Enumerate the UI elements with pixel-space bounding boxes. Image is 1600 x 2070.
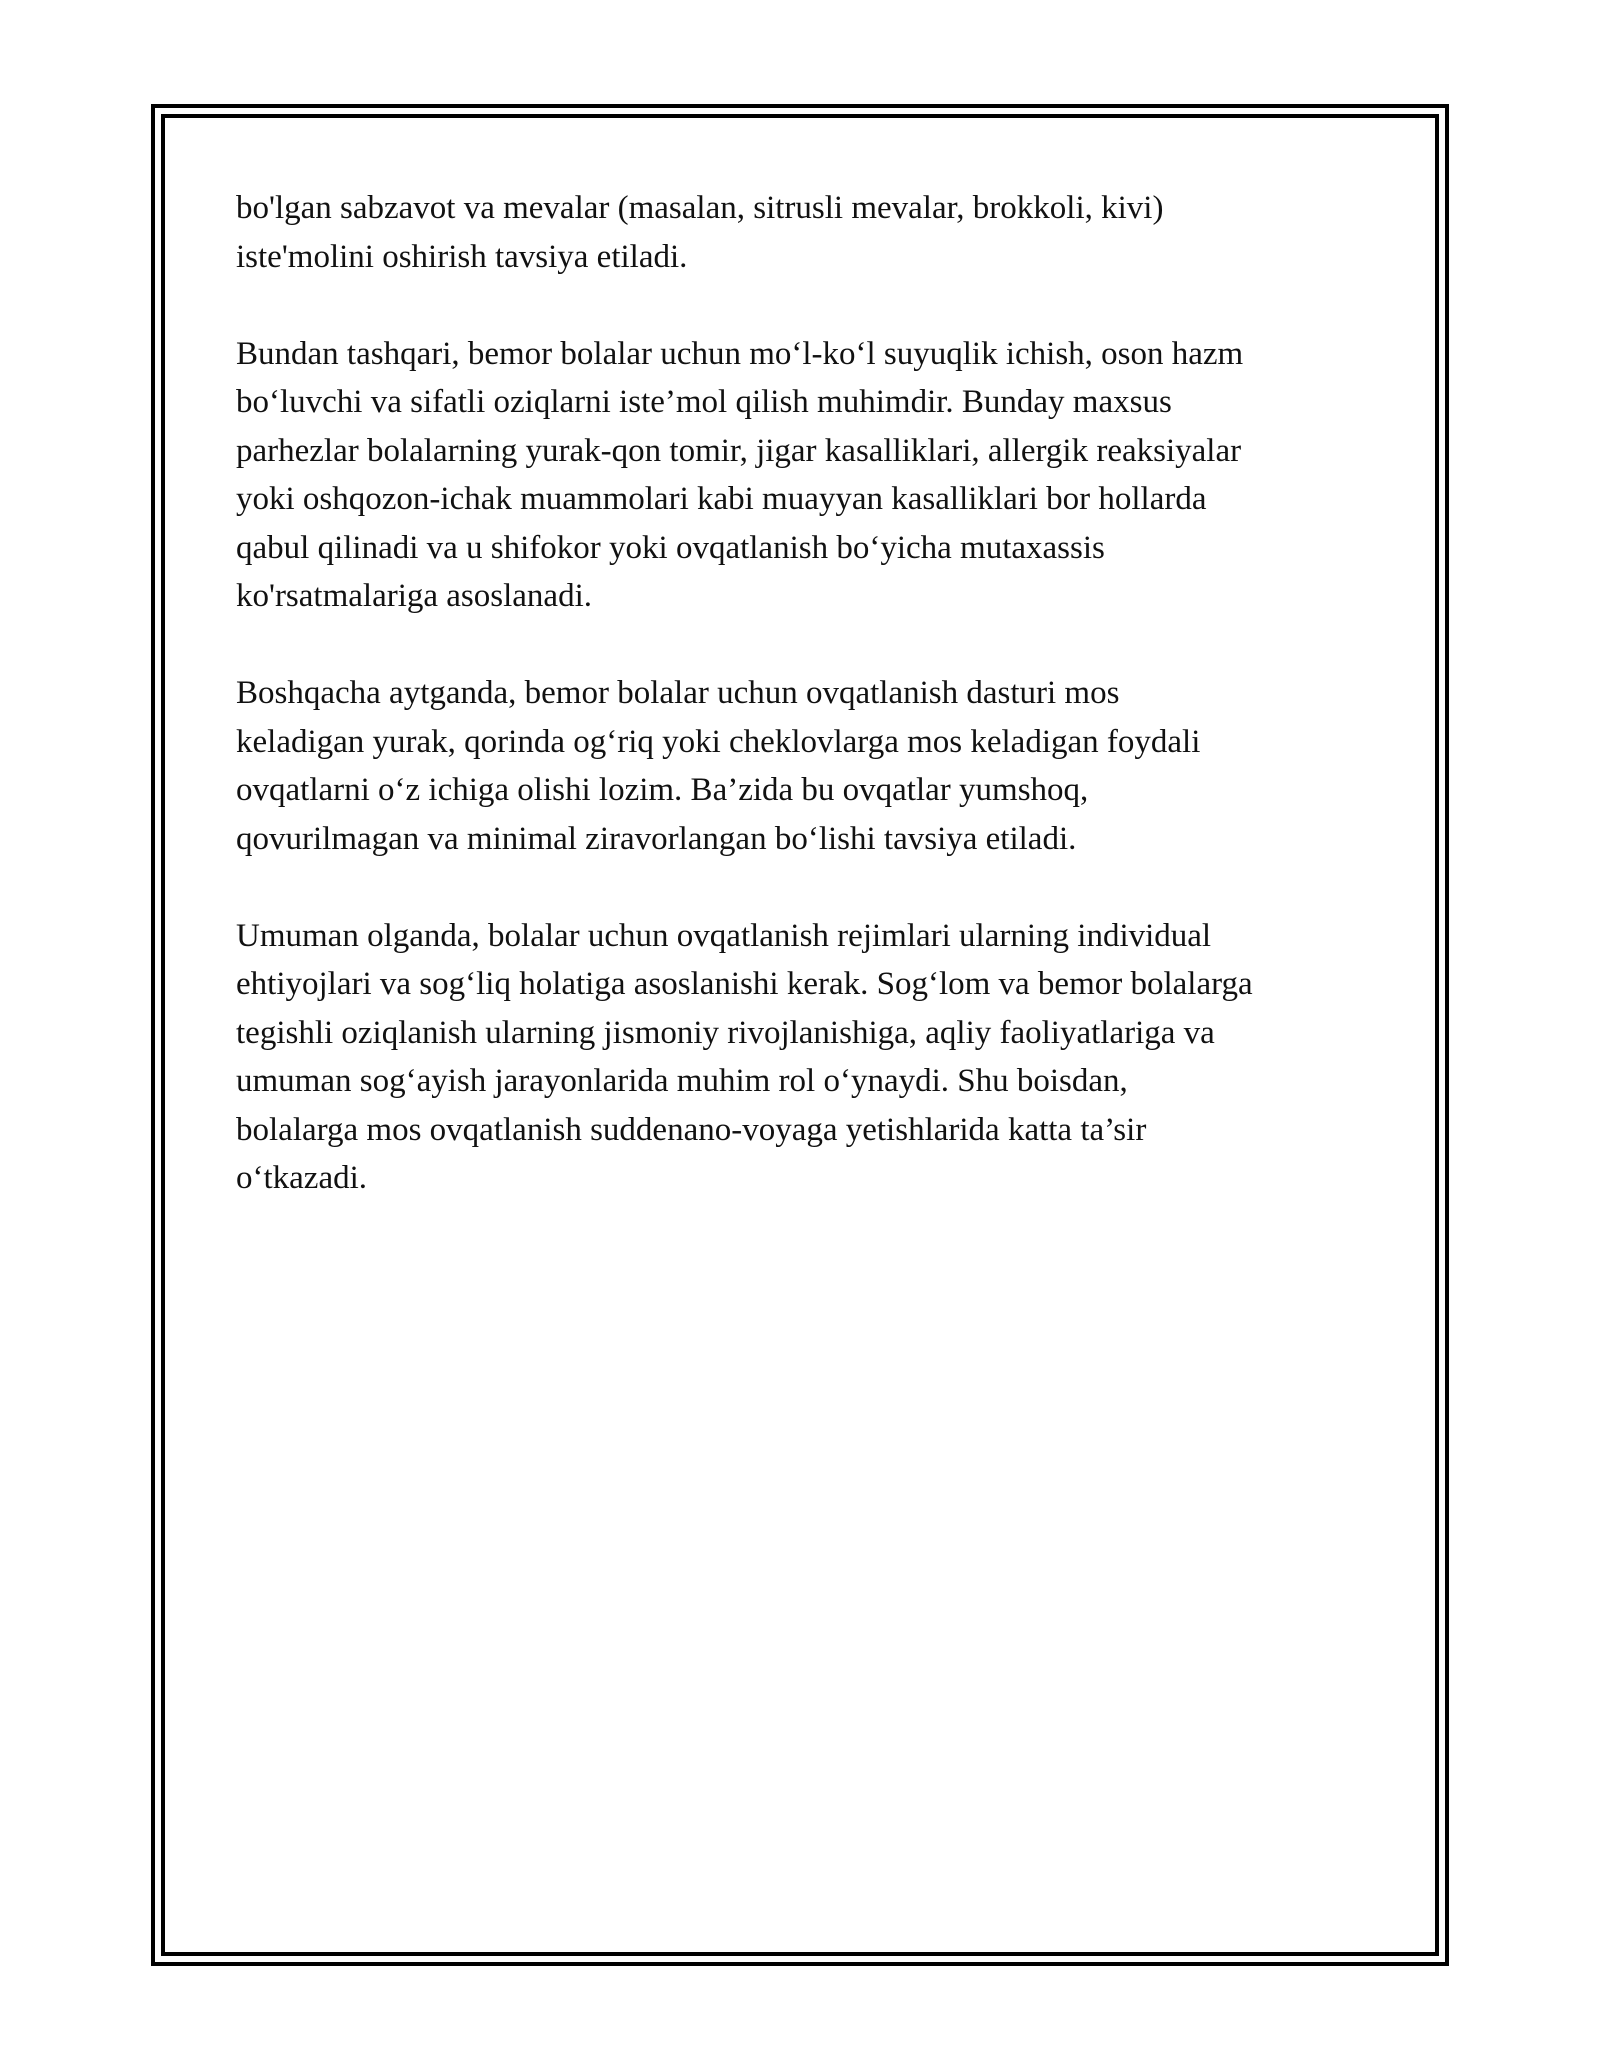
text-line: Boshqacha aytganda, bemor bolalar uchun ovqatlanish dasturi mos (236, 675, 1120, 711)
text-line: iste'molini oshirish tavsiya etiladi. (236, 238, 688, 275)
text-line: qabul qilinadi va u shifokor yoki ovqatlanish bo‘yicha mutaxassis (236, 529, 1105, 566)
text-line: umuman sog‘ayish jarayonlarida muhim rol o‘ynaydi. Shu boisdan, (236, 1063, 1128, 1099)
paragraph-1 (236, 184, 1376, 281)
text-line: qovurilmagan va minimal ziravorlangan bo‘lishi tavsiya etiladi. (236, 820, 1077, 857)
paragraph-4 (236, 912, 1376, 1203)
text-line: bolalarga mos ovqatlanish suddenano-voyaga yetishlarida katta ta’sir (236, 1111, 1147, 1148)
text-line: ehtiyojlari va sog‘liq holatiga asoslanishi kerak. Sog‘lom va bemor bolalarga (236, 966, 1253, 1002)
text-line: Umuman olganda, bolalar uchun ovqatlanish rejimlari ularning individual (236, 917, 1212, 954)
text-line: Bundan tashqari, bemor bolalar uchun mo‘l-ko‘l suyuqlik ichish, oson hazm (236, 335, 1244, 372)
text-line: ovqatlarni o‘z ichiga olishi lozim. Ba’zida bu ovqatlar yumshoq, (236, 772, 1089, 808)
paragraph-2 (236, 330, 1376, 621)
text-line: keladigan yurak, qorinda og‘riq yoki cheklovlarga mos keladigan foydali (236, 723, 1201, 760)
text-line: tegishli oziqlanish ularning jismoniy rivojlanishiga, aqliy faoliyatlariga va (236, 1014, 1215, 1051)
text-line: parhezlar bolalarning yurak-qon tomir, jigar kasalliklari, allergik reaksiyalar (236, 432, 1242, 469)
text-line: bo‘luvchi va sifatli oziqlarni iste’mol qilish muhimdir. Bunday maxsus (236, 384, 1172, 420)
text-line: ko'rsatmalariga asoslanadi. (236, 578, 592, 614)
paragraph-3 (236, 669, 1376, 863)
text-line: bo'lgan sabzavot va mevalar (masalan, sitrusli mevalar, brokkoli, kivi) (236, 190, 1164, 226)
text-line: o‘tkazadi. (236, 1160, 368, 1196)
document-body (236, 184, 1376, 1251)
text-line: yoki oshqozon-ichak muammolari kabi muayyan kasalliklari bor hollarda (236, 481, 1207, 517)
